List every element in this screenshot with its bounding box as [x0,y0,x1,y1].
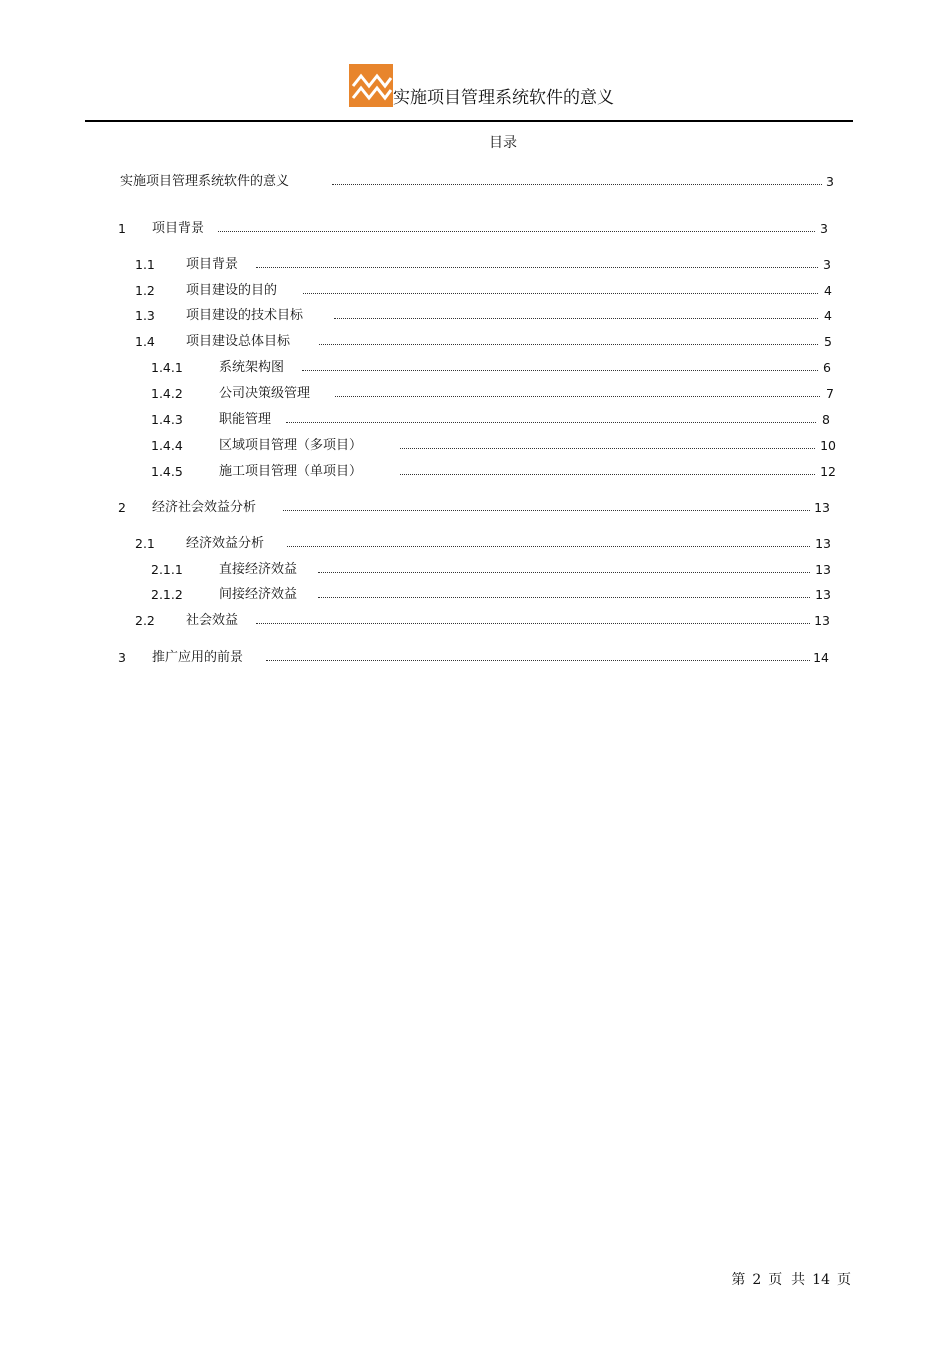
toc-dot-leader [400,444,815,449]
toc-entry-number: 2.1.2 [151,587,183,602]
page-header [0,0,950,125]
toc-entry[interactable] [0,462,950,482]
footer-current-page: 2 [752,1272,762,1288]
footer-middle: 页 共 [768,1272,806,1288]
toc-entry-title: 项目建设总体目标 [186,334,291,349]
toc-entry-page: 13 [815,562,831,577]
toc-entry-title: 经济效益分析 [186,536,265,551]
toc-entry-title: 经济社会效益分析 [152,500,257,515]
toc-dot-leader [335,392,820,397]
toc-entry[interactable] [0,410,950,430]
toc-entry-page: 3 [820,221,828,236]
toc-entry-page: 5 [824,334,832,349]
toc-dot-leader [302,366,818,371]
toc-entry-title: 职能管理 [219,412,272,427]
company-logo-icon [349,64,393,107]
toc-dot-leader [318,593,810,598]
toc-dot-leader [287,542,810,547]
toc-entry[interactable] [0,306,950,326]
toc-entry-page: 14 [813,650,829,665]
toc-entry[interactable] [0,358,950,378]
footer-suffix: 页 [837,1272,851,1288]
toc-entry-number: 2.2 [135,613,155,628]
toc-entry-page: 6 [823,360,831,375]
toc-dot-leader [283,506,810,511]
toc-entry-title: 社会效益 [186,613,239,628]
toc-dot-leader [334,314,818,319]
toc-entry-number: 1 [118,221,126,236]
toc-entry-number: 1.2 [135,283,155,298]
toc-entry-page: 13 [815,587,831,602]
toc-entry[interactable] [0,498,950,518]
toc-entry-title: 项目建设的技术目标 [186,308,304,323]
toc-entry-title: 推广应用的前景 [152,650,244,665]
toc-entry-number: 2 [118,500,126,515]
toc-entry-page: 3 [826,174,834,189]
toc-dot-leader [400,470,815,475]
toc-dot-leader [256,263,818,268]
toc-entry-page: 7 [826,386,834,401]
header-rule [85,120,853,122]
page-footer [731,1269,851,1289]
toc-entry-number: 2.1.1 [151,562,183,577]
toc-entry-number: 1.4.1 [151,360,183,375]
toc-entry-number: 1.4.5 [151,464,183,479]
toc-entry-title: 系统架构图 [219,360,285,375]
toc-entry[interactable] [0,219,950,239]
toc-entry-title: 项目背景 [186,257,239,272]
toc-entry[interactable] [0,255,950,275]
toc-heading: 目录 [489,135,517,151]
footer-prefix: 第 [731,1272,746,1288]
toc-entry-title: 直接经济效益 [219,562,298,577]
toc-dot-leader [303,289,818,294]
toc-entry-page: 4 [824,283,832,298]
toc-entry-title: 间接经济效益 [219,587,298,602]
toc-entry-number: 1.1 [135,257,155,272]
document-title: 实施项目管理系统软件的意义 [393,88,614,108]
toc-entry-title: 项目背景 [152,221,205,236]
toc-entry-title: 实施项目管理系统软件的意义 [120,174,290,189]
toc-entry-number: 1.3 [135,308,155,323]
toc-entry[interactable] [0,648,950,668]
toc-entry[interactable] [0,585,950,605]
toc-entry-page: 12 [820,464,836,479]
toc-entry[interactable] [0,560,950,580]
toc-entry-page: 4 [824,308,832,323]
toc-entry-page: 8 [822,412,830,427]
toc-entry-number: 2.1 [135,536,155,551]
toc-entry-title: 公司决策级管理 [219,386,311,401]
footer-total-pages: 14 [812,1272,830,1288]
toc-entry-page: 13 [814,500,830,515]
toc-entry-title: 项目建设的目的 [186,283,278,298]
toc-dot-leader [318,568,810,573]
toc-dot-leader [218,227,815,232]
toc-entry-number: 1.4.3 [151,412,183,427]
toc-entry[interactable] [0,534,950,554]
toc-entry[interactable] [0,611,950,631]
toc-entry[interactable] [0,384,950,404]
toc-entry[interactable] [0,436,950,456]
toc-entry-number: 1.4.2 [151,386,183,401]
toc-entry-title: 区域项目管理（多项目） [219,438,363,453]
toc-entry[interactable] [0,281,950,301]
toc-dot-leader [332,180,822,185]
toc-entry-title: 施工项目管理（单项目） [219,464,363,479]
toc-dot-leader [286,418,816,423]
toc-entry-page: 13 [815,536,831,551]
toc-entry-page: 3 [823,257,831,272]
toc-entry-number: 1.4.4 [151,438,183,453]
toc-entry-page: 10 [820,438,836,453]
toc-dot-leader [319,340,818,345]
toc-entry[interactable] [0,172,950,192]
toc-entry-number: 1.4 [135,334,155,349]
toc-dot-leader [266,656,810,661]
toc-dot-leader [256,619,810,624]
toc-entry-number: 3 [118,650,126,665]
toc-entry-page: 13 [814,613,830,628]
toc-entry[interactable] [0,332,950,352]
